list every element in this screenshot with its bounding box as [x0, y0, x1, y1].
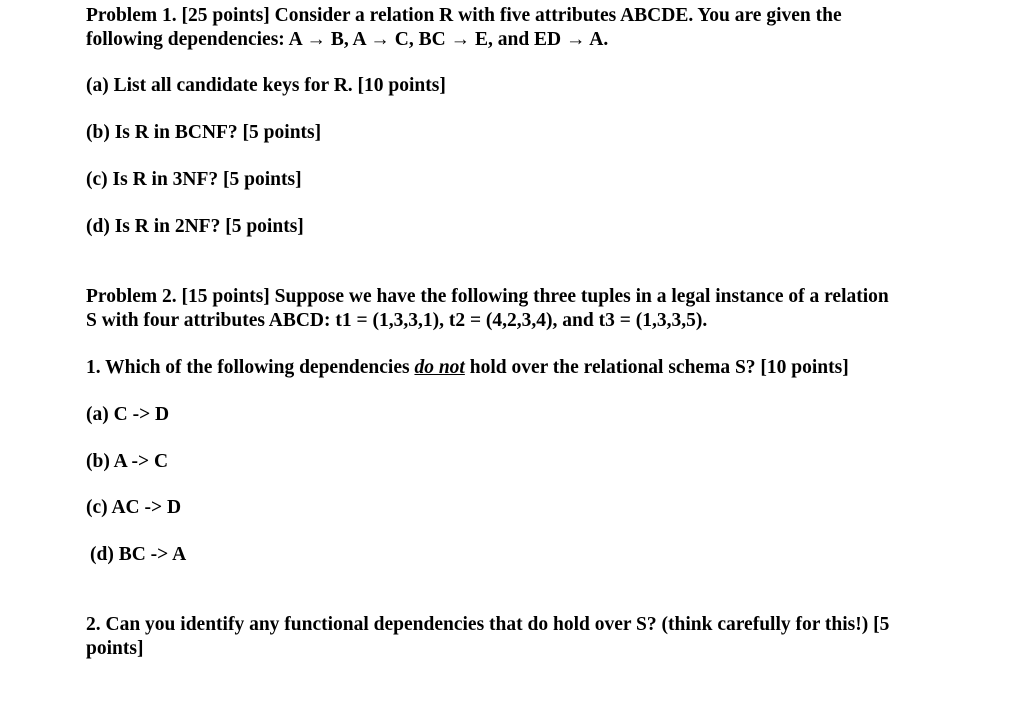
- problem-1-text-line-2: following dependencies: A → B, A → C, BC → E, and ED → A.: [86, 29, 609, 50]
- problem-2-question-2-line-1: 2. Can you identify any functional dependencies that do hold over S? (think carefully for this!) [5: [86, 614, 890, 635]
- problem-1-part-d: (d) Is R in 2NF? [5 points]: [86, 216, 304, 237]
- question-1-emphasis: do not: [414, 357, 465, 378]
- problem-1-text-line-1: Problem 1. [25 points] Consider a relation R with five attributes ABCDE. You are given the: [86, 5, 842, 26]
- problem-1-part-c: (c) Is R in 3NF? [5 points]: [86, 169, 302, 190]
- question-1-prefix: 1. Which of the following dependencies: [86, 357, 415, 378]
- problem-2-question-2-line-2: points]: [86, 638, 144, 659]
- problem-2-question-1: [86, 356, 849, 380]
- problem-2-option-c: (c) AC -> D: [86, 497, 182, 518]
- problem-2-text-line-2: S with four attributes ABCD: t1 = (1,3,3,1), t2 = (4,2,3,4), and t3 = (1,3,3,5).: [86, 310, 708, 331]
- problem-2-text-line-1: Problem 2. [15 points] Suppose we have the following three tuples in a legal instance of a relation: [86, 286, 889, 307]
- problem-2-option-a: (a) C -> D: [86, 404, 170, 425]
- question-1-suffix: hold over the relational schema S? [10 points]: [464, 357, 849, 378]
- problem-1-part-a: (a) List all candidate keys for R. [10 points]: [86, 75, 446, 96]
- problem-2-option-b: (b) A -> C: [86, 451, 169, 472]
- problem-2-option-d: (d) BC -> A: [90, 544, 187, 565]
- problem-1-part-b: (b) Is R in BCNF? [5 points]: [86, 122, 322, 143]
